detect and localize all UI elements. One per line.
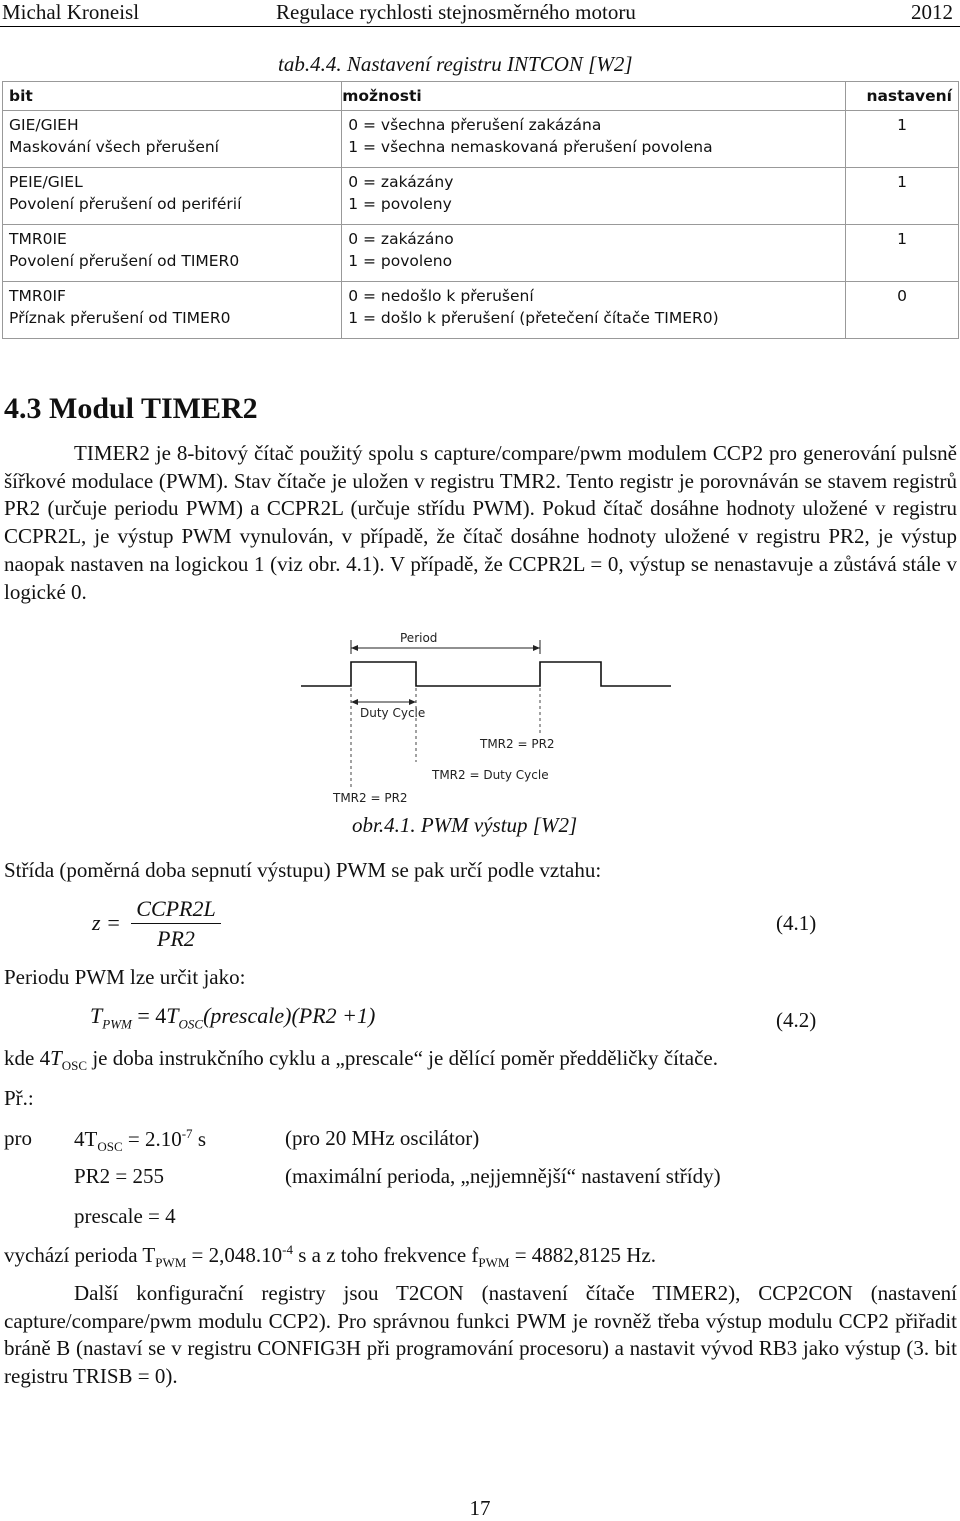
- option-0: 0 = všechna přerušení zakázána: [348, 116, 602, 134]
- period-arrow-head-right: [533, 645, 540, 651]
- eq2-T: T: [90, 1003, 103, 1028]
- header-rule: [0, 26, 960, 27]
- duty-cycle-label: Duty Cycle: [360, 706, 426, 720]
- result-d: = 4882,8125 Hz.: [509, 1243, 657, 1267]
- table-row: [3, 225, 959, 282]
- example-row-2-note: (maximální perioda, „nejjemnější“ nastavení střídy): [285, 1164, 721, 1188]
- col-bit-header: bit: [3, 82, 342, 111]
- intcon-table: [2, 81, 959, 339]
- table-row: [3, 168, 959, 225]
- example-row-1-note: (pro 20 MHz oscilátor): [285, 1126, 480, 1150]
- closing-text: Další konfigurační registry jsou T2CON (nastavení čítače TIMER2), CCP2CON (nastavení capture/compare/pwm modulu CCP2). Pro správnou funkci PWM je rovněž třeba výstup modulu CCP2 přiřadit bráně B (nastaví se v registru CONFIG3H při programování procesoru) a nastavit vývod RB3 jako výstup (3. bit registru TRISB = 0).: [4, 1281, 957, 1389]
- duty-arrow-head-right: [409, 699, 416, 705]
- setting-value: 1: [846, 168, 959, 225]
- option-0: 0 = nedošlo k přerušení: [348, 287, 534, 305]
- option-0: 0 = zakázáno: [348, 230, 454, 248]
- section-paragraph: [4, 440, 957, 606]
- bit-name: TMR0IF: [9, 287, 66, 305]
- pwm-waveform-figure: [296, 622, 676, 808]
- r1-a: 4T: [74, 1127, 98, 1151]
- paragraph-text: TIMER2 je 8-bitový čítač použitý spolu s capture/compare/pwm modulem CCP2 pro generování pulsně šířkové modulace (PWM). Stav čítače je uložen v registru TMR2. Tento registr je porovnáván se stavem registrů PR2 (určuje periodu PWM) a CCPR2L (určuje střídu PWM). Pokud čítač dosáhne hodnoty uložené v registru CCPR2L, je výstup PWM vynulován, v případě, že čítač dosáhne hodnoty uložené v registru PR2, je výstup naopak nastaven na logickou 1 (viz obr. 4.1). V případě, že CCPR2L = 0, výstup se nenastavuje a zůstává stále v logické 0.: [4, 441, 957, 604]
- example-row-1: [74, 1126, 206, 1155]
- equation-intro-2: Periodu PWM lze určit jako:: [4, 965, 246, 989]
- eq2-equals: = 4: [137, 1003, 167, 1028]
- bit-description: Povolení přerušení od periférií: [9, 195, 242, 213]
- example-result: [4, 1242, 656, 1271]
- period-arrow-head-left: [351, 645, 358, 651]
- tmr2-pr2-label-upper: TMR2 = PR2: [480, 737, 555, 751]
- result-a: vychází perioda T: [4, 1243, 156, 1267]
- closing-paragraph: [4, 1280, 957, 1391]
- result-sub-2: PWM: [478, 1255, 510, 1271]
- period-label: Period: [400, 631, 438, 645]
- bit-name: GIE/GIEH: [9, 116, 79, 134]
- example-label: Př.:: [4, 1086, 34, 1110]
- eq2-T2-sub: OSC: [178, 1016, 204, 1032]
- result-sub-1: PWM: [155, 1255, 187, 1271]
- bit-name: PEIE/GIEL: [9, 173, 83, 191]
- section-heading: 4.3 Modul TIMER2: [4, 392, 258, 425]
- result-b: = 2,048.10: [186, 1243, 283, 1267]
- example-pro: pro: [4, 1126, 32, 1150]
- setting-value: 0: [846, 282, 959, 339]
- page-header: [0, 0, 960, 24]
- col-setting-header: nastavení: [846, 82, 959, 111]
- header-author: Michal Kroneisl: [2, 0, 140, 24]
- note-part-a: kde 4: [4, 1046, 51, 1070]
- bit-description: Povolení přerušení od TIMER0: [9, 252, 240, 270]
- option-1: 1 = všechna nemaskovaná přerušení povolena: [348, 138, 713, 156]
- example-row-2: PR2 = 255: [74, 1164, 165, 1188]
- duty-arrow-head-left: [351, 699, 358, 705]
- option-1: 1 = povoleno: [348, 252, 453, 270]
- example-row-3: prescale = 4: [74, 1204, 176, 1228]
- eq2-number: (4.2): [776, 1008, 817, 1032]
- r1-sub: OSC: [97, 1139, 123, 1155]
- eq1-number: (4.1): [776, 911, 817, 935]
- eq1-denominator: PR2: [157, 926, 195, 951]
- col-options-header: možnosti: [342, 82, 846, 111]
- eq2-formula: [90, 1003, 375, 1032]
- result-c: s a z toho frekvence f: [292, 1243, 479, 1267]
- bit-description: Maskování všech přerušení: [9, 138, 219, 156]
- eq1-numerator: CCPR2L: [136, 896, 216, 921]
- page-number: 17: [469, 1496, 491, 1520]
- eq1-lhs: z =: [92, 910, 121, 935]
- eq2-rest: (prescale)(PR2 +1): [203, 1003, 376, 1028]
- setting-value: 1: [846, 111, 959, 168]
- note-part-b: je doba instrukčního cyklu a „prescale“ je dělící poměr předděličky čítače.: [87, 1046, 718, 1070]
- r1-b: = 2.10: [122, 1127, 182, 1151]
- option-1: 1 = povoleny: [348, 195, 452, 213]
- table-row: [3, 282, 959, 339]
- bit-name: TMR0IE: [9, 230, 67, 248]
- tmr2-duty-label: TMR2 = Duty Cycle: [432, 768, 549, 782]
- r1-sup: -7: [181, 1126, 193, 1141]
- equation-note: [4, 1046, 718, 1074]
- option-0: 0 = zakázány: [348, 173, 454, 191]
- eq1-fraction-bar: [131, 923, 221, 924]
- figure-caption: obr.4.1. PWM výstup [W2]: [352, 813, 578, 837]
- tmr2-pr2-label-lower: TMR2 = PR2: [333, 791, 408, 805]
- table-row: [3, 111, 959, 168]
- bit-description: Příznak přerušení od TIMER0: [9, 309, 231, 327]
- note-sub: OSC: [61, 1058, 88, 1074]
- eq2-T2: T: [166, 1003, 179, 1028]
- r1-c: s: [192, 1127, 206, 1151]
- note-T: T: [50, 1046, 62, 1070]
- equation-intro-1: Střída (poměrná doba sepnutí výstupu) PWM se pak určí podle vztahu:: [4, 858, 602, 882]
- result-sup: -4: [282, 1242, 293, 1257]
- eq2-T-sub: PWM: [102, 1016, 132, 1032]
- header-year: 2012: [911, 0, 953, 24]
- table-header-row: [3, 82, 959, 111]
- table-caption: tab.4.4. Nastavení registru INTCON [W2]: [278, 52, 633, 76]
- header-title: Regulace rychlosti stejnosměrného motoru: [276, 0, 636, 24]
- option-1: 1 = došlo k přerušení (přetečení čítače TIMER0): [348, 309, 719, 327]
- pwm-waveform: [301, 662, 671, 686]
- setting-value: 1: [846, 225, 959, 282]
